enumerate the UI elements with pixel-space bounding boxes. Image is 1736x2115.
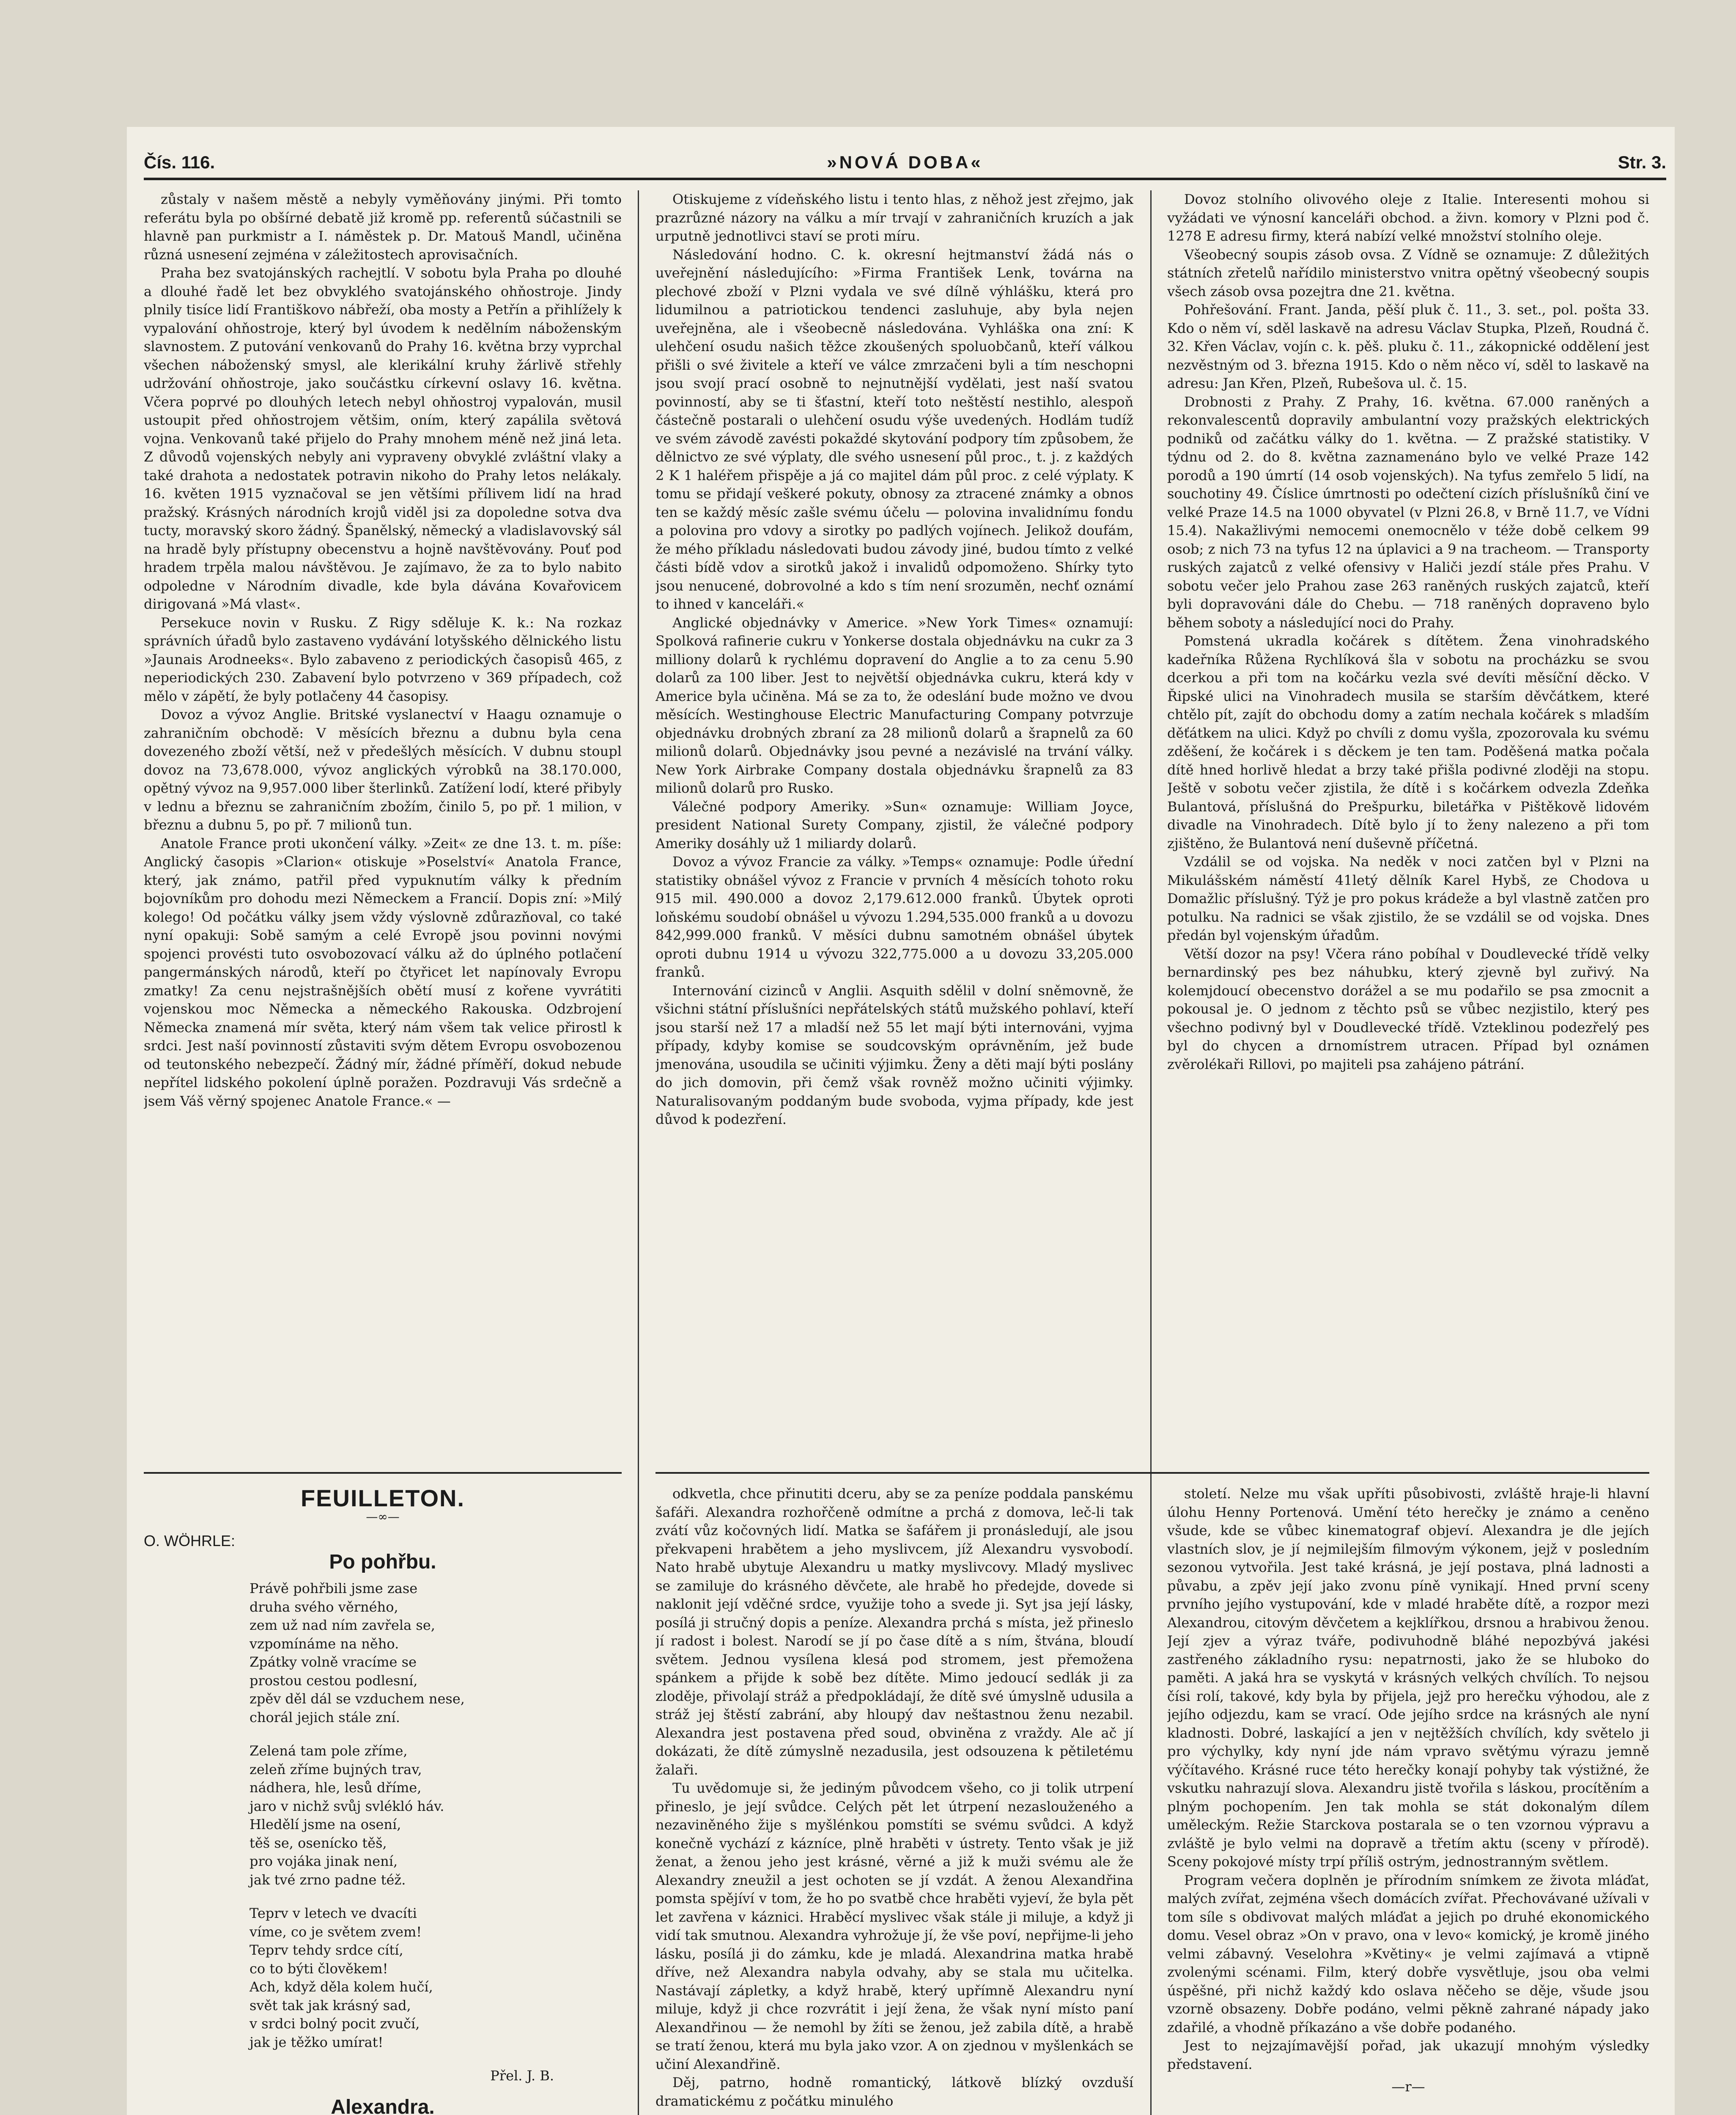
poem-line: jak tvé zrno padne též. — [250, 1871, 406, 1888]
newspaper-title: »NOVÁ DOBA« — [827, 152, 983, 172]
poem-line: chorál jejich stále zní. — [250, 1709, 400, 1725]
story-paragraph: Děj, patrno, hodně romantický, látkově blízký ovzduší dramatickému z počátku minulého — [655, 2074, 1133, 2109]
article-paragraph: Internování cizinců v Anglii. Asquith sdělil v dolní sněmovně, že všichni státní příslušníci nepřátelských států mužského pohlaví, kteří jsou starší než 17 a mladší než 55 let mají býti internováni, vyjma případy, kdyby komise se soudcovským oprávněním, jež bude jmenována, usoudila se učiniti výjimku. Ženy a děti mají býti poslány do jich domovin, při čemž však rovněž možno učiniti výjimky. Naturalisovaným poddaným bude svoboda, vyjma případy, kde jest důvod k podezření. — [655, 982, 1133, 1127]
article-paragraph: Větší dozor na psy! Včera ráno pobíhal v Doudlevecké třídě velky bernardinský pes bez náhubku, který zjevně byl zuřivý. Na kolemjdoucí obecenstvo dorážel a se mu podařilo se psa zmocnit a pokousal je. O jednom z těchto psů se vůbec nezjistilo, který pes všechno podivný byl v Doudlevecké třídě. Vzteklinou podezřelý pes byl do chycen a drnomístrem utracen. Případ byl oznámen zvěrolékaři Rillovi, po majiteli psa zahájeno pátrání. — [1167, 945, 1649, 1072]
translator-credit: Přel. J. B. — [490, 2068, 554, 2084]
poem-line: v srdci bolný pocit zvučí, — [250, 2016, 420, 2032]
poem-line: Hledělí jsme na osení, — [250, 1816, 401, 1832]
poem-stanza — [250, 1742, 622, 1889]
poem-line: jak je těžko umírat! — [250, 2034, 384, 2050]
feuilleton-continuation-2 — [655, 1485, 1133, 2115]
poem-line: pro vojáka jinak není, — [250, 1853, 398, 1869]
page-number: Str. 3. — [1618, 152, 1666, 172]
poem-line: nádhera, hle, lesů dříme, — [250, 1780, 422, 1796]
poem-line: zeleň zříme bujných trav, — [250, 1761, 422, 1777]
feuilleton-section — [144, 1485, 622, 2115]
article-paragraph: Vzdálil se od vojska. Na neděk v noci zatčen byl v Plzni na Mikulášském náměstí 41letý dělník Karel Hybš, ze Chodova u Domažlic příslušný. Týž je pro pokus krádeže a byl vlastně zatčen pro potulku. Na radnici se však zjistilo, že se vzdálil se od vojska. Dnes předán byl vojenským úřadům. — [1167, 854, 1649, 943]
poem — [250, 1579, 622, 2052]
poem-line: Zpátky volně vracíme se — [250, 1654, 417, 1670]
poem-line: vzpomínáme na něho. — [250, 1635, 399, 1652]
article-paragraph: Praha bez svatojánských rachejtlí. V sobotu byla Praha po dlouhé a dlouhé řadě let bez obvyklého svatojánského ohňostroje. Jindy plnily tisíce lidí Františkovo nábřeží, oba mosty a Petřín a přihlížely k vypalování ohňostroje, který byl úvodem k nedělním náboženským slavnostem. Z putování venkovanů do Prahy 16. května brzy vyprchal všechen náboženský smysl, ale klerikální kruhy žárlivě střehly udržování ohňostroje, jako součástku církevní oslavy 16. května. Včera poprvé po dlouhých letech nebyl ohňostroj vypalován, musil ustoupit před ohňostrojem většim, oním, který zapálila světová vojna. Venkovanů také přijelo do Prahy mnohem méně než jiná leta. Z důvodů vojenských nebyly ani vypraveny obvyklé zvláštní vlaky a také drahota a nedostatek potravin nikoho do Prahy letos nelákaly. 16. květen 1915 vyznačoval se jen většími přílivem lidí na hrad pražský. Krásných národních krojů viděl jsi za dopoledne sotva dva tucty, moravský skoro žádný. Španělský, německý a vladislavovský sál na hradě byly přístupny obecenstvu a hojně navštěvovány. Pouť pod hradem trpěla malou návštěvou. Je zajímavo, že za to bylo nabito odpoledne v Národním divadle, kde byla dávána Kovařovicem dirigovaná »Má vlast«. — [144, 265, 622, 612]
column-3 — [1167, 190, 1649, 1459]
story-paragraph: Tu uvědomuje si, že jediným původcem všeho, co ji tolik utrpení přineslo, je její svůdce. Celých pět let útrpení nezaslouženého a nezaviněného žije s myšlénkou pomstíti se svému svůdci. A když konečně vychází z kázníce, plně hraběti v ústrety. Tento však je již ženat, a ženou jeho jest krásné, věrné a již k muži svému ale že Alexandry zneužil a jest ochoten se jí vzdát. A ženou Alexandřina pomsta spějíví v tom, že ho po svatbě chce hraběti vyjeví, že byla pět let zavřena v káznici. Hraběcí myslivec však stále ji miluje, a když ji vidí tak smutnou. Alexandra vyhrožuje jí, že vše poví, nepřijme-li jeho lásku, posílá ji do zámku, kde je mladá. Alexandrina matka hrabě dříve, než Alexandra nabyla odvahy, aby se stala mu učitelka. Nastávají zápletky, a když hrabě, který upřímně Alexandru nyní miluje, když ji chce rozvrátit i její žena, že však nyní místo paní Alexandřinou — že nemohl by žíti se ženou, jež zabila dítě, a hrabě se tratí ženou, která mu byla jako vzor. A on zjednou v myšlenkách se učiní Alexandřině. — [655, 1780, 1133, 2072]
poem-line: Teprv tehdy srdce cítí, — [250, 1942, 403, 1958]
article-paragraph: Dovoz a vývoz Francie za války. »Temps« oznamuje: Podle úřední statistiky obnášel vývoz z Francie v prvních 4 měsících tohoto roku 915 mil. 490.000 a dovoz 2,179.612.000 franků. Úbytek oproti loňskému soudobí obnášel u vývozu 1.294,535.000 franků a u dovozu 842,999.000 franků. V měsíci dubnu samotném obnášel úbytek oproti dubnu 1914 u vývozu 322,775.000 a u dovozu 33,205.000 franků. — [655, 854, 1133, 980]
poem-line: zem už nad ním zavřela se, — [250, 1617, 435, 1633]
column-1 — [144, 190, 622, 1459]
poem-line: těš se, osenícko těš, — [250, 1835, 387, 1851]
column-divider — [1150, 190, 1152, 2115]
poem-stanza — [250, 1579, 622, 1727]
article-paragraph: Persekuce novin v Rusku. Z Rigy sděluje K. k.: Na rozkaz správních úřadů bylo zastaveno vydávání lotyšského dělnického listu »Jaunais Arodneeks«. Bylo zabaveno z periodických časopisů 465, z neperiodických 230. Zabavení bylo potvrzeno v 369 případech, což mělo v zápětí, že byly potlačeny 44 časopisy. — [144, 614, 622, 704]
article-paragraph: Všeobecný soupis zásob ovsa. Z Vídně se oznamuje: Z důležitých státních zřetelů nařídilo ministerstvo vnitra opětný všeobecný soupis všech zásob ovsa pozejtra dne 21. května. — [1167, 246, 1649, 299]
header-rule — [144, 178, 1666, 180]
poem-line: Právě pohřbili jsme zase — [250, 1580, 418, 1596]
article-paragraph: Pohřešování. Frant. Janda, pěší pluk č. 11., 3. set., pol. pošta 33. Kdo o něm ví, sděl laskavě na adresu Václav Stupka, Plzeň, Roudná č. 32. Křen Václav, vojín c. k. pěš. pluku č. 11., zákopnické oddělení jest nezvěstným od 3. března 1915. Kdo o něm něco ví, sděl to laskavě na adresu: Jan Křen, Plzeň, Rubešova ul. č. 15. — [1167, 302, 1649, 391]
poem-line: druha svého věrného, — [250, 1599, 398, 1615]
poem-title: Po pohřbu. — [329, 1550, 436, 1573]
poem-stanza — [250, 1904, 622, 2052]
poem-line: Teprv v letech ve dvacíti — [250, 1905, 417, 1921]
ornament: —∞— — [366, 1509, 400, 1524]
section-rule — [144, 1472, 622, 1474]
section-rule — [655, 1472, 1649, 1474]
poem-line: Zelená tam pole zříme, — [250, 1743, 408, 1759]
story-paragraph: odkvetla, chce přinutiti dceru, aby se za peníze poddala panskému šafáři. Alexandra rozhořčeně odmítne a prchá z domova, leč-li tak zvátí vůz kočovných lidí. Matka se šafářem ji pronásledují, ale jsou překvapeni hrabětem a jeho myslivcem, jíž Alexandru vysvobodí. Nato hrabě ubytuje Alexandru u matky myslivcovy. Mladý myslivec se zamiluje do krásného děvčete, ale hrabě ho předejde, dovede si naklonit její vděčné srdce, využije toho a svede ji. Syt jsa její lásky, posílá ji stručný dopis a peníze. Alexandra prchá s místa, jež přineslo jí radost i bolest. Narodí se jí po čase dítě a s ním, štvána, bloudí světem. Jednou vysílena klesá pod stromem, jest přemožena spánkem a přijde k sobě bez dítěte. Mimo jedoucí sedlák ji za zloděje, přivolají stráž a předpokládají, že dítě své úmyslně udusila a stráž jej štěstí zabrání, aby hloupý dav neštastnou ženu nezabil. Alexandra jest postavena před soud, obviněna z vraždy. Ale ač jí dokázati, že dítě zúmyslně nezadusila, jest odsouzena k pětiletému žalaři. — [655, 1486, 1133, 1778]
poem-line: svět tak jak krásný sad, — [250, 1997, 411, 2013]
page-header — [144, 144, 1666, 178]
article-paragraph: Otiskujeme z vídeňského listu i tento hlas, z něhož jest zřejmo, jak prazrůzné názory na válku a mír trvají v zahraničních kruzích a jak urputně jednotlivci staví se proti míru. — [655, 191, 1133, 244]
story-paragraph: Program večera doplněn je přírodním snímkem ze života mláďat, malých zvířat, zejména všech domácích zvířat. Přechovávané užívali v tom síle s obdivovat malých mláďat a jejich po druhé ekonomického domu. Vesel obraz »On v pravo, ona v levo« komický, je kromě jiného velmi zábavný. Veselohra »Květiny« je velmi zajímavá a vtipně zvolenými scénami. Film, který dobře vysvětluje, jsou oba velmi úspěšné, při nichž každý kdo oslava něčeho se děje, všude jsou vzorně obsazeny. Dobře podáno, velmi pěkně zahrané nápady jako zdařilé, a vhodně příkazáno a vše dobře podaného. — [1167, 1872, 1649, 2035]
story-title: Alexandra. — [331, 2096, 435, 2115]
poem-line: prostou cestou podlesní, — [250, 1672, 418, 1689]
article-paragraph: Dovoz stolního olivového oleje z Italie. Interesenti mohou si vyžádati ve výnosní kanceláři obchod. a živn. komory v Plzni pod č. 1278 E adresu firmy, která nabízí velké množství stolního oleje. — [1167, 191, 1649, 244]
article-paragraph: Válečné podpory Ameriky. »Sun« oznamuje: William Joyce, president National Surety Company, zjistil, že válečné podpory Ameriky dosáhly už 1 miliardy dolarů. — [655, 798, 1133, 851]
poem-line: co to býti člověkem! — [250, 1960, 388, 1977]
article-paragraph: Drobnosti z Prahy. Z Prahy, 16. května. 67.000 raněných a rekonvalescentů dopravily ambulantní vozy pražských elektrických podniků od začátku války do 1. května. — Z pražské statistiky. V týdnu od 2. do 8. května zaznamenáno bylo ve velké Praze 142 porodů a 190 úmrtí (14 osob vojenských). Na tyfus zemřelo 5 lidí, na souchotiny 49. Číslice úmrtnosti po odečtení cizích příslušníků činí ve velké Praze 14.5 na 1000 obyvatel (v Plzni 26.8, v Brně 11.7, ve Vídni 15.4). Nakažlivými nemocemi onemocnělo v téže době celkem 99 osob; z nich 73 na tyfus 12 na úplavici a 9 na tracheom. — Transporty ruských zajatců z velké ofensivy v Haliči jezdí stále přes Prahu. V sobotu večer jelo Prahou zase 263 raněných ruských zajatců, kteří byli dopravováni dále do Chebu. — 718 raněných dopraveno bylo během soboty a následující noci do Prahy. — [1167, 393, 1649, 631]
column-2 — [655, 190, 1133, 1476]
poem-author: O. WÖHRLE: — [144, 1532, 236, 1549]
column-divider — [638, 190, 639, 2115]
article-paragraph: zůstaly v našem městě a nebyly vyměňovány jinými. Při tomto referátu byla po obšírné debatě již kromě pp. referentů súčastnili se hlavně pan purkmistr a I. náměstek p. Dr. Matouš Mandl, učiněna různá usnesení zejména v záležitostech aprovisačních. — [144, 191, 622, 263]
feuilleton-heading: FEUILLETON. — [300, 1485, 465, 1511]
signature: —r— — [1391, 2079, 1425, 2095]
article-paragraph: Anglické objednávky v Americe. »New York Times« oznamují: Spolková rafinerie cukru v Yonkerse dostala objednávku na cukr za 3 milliony dolarů k rychlému dopravení do Anglie a to za cenu 5.90 dolarů za 100 liber. Jest to největší objednávka cukru, která kdy v Americe byla učiněna. Má se za to, že odeslání bude možno ve dvou měsících. Westinghouse Electric Manufacturing Company potvrzuje objednávku drobných zbraní za 28 milionů dolarů a šrapnelů za 60 milionů dolarů. Objednávky jsou pevné a nezávislé na trvání války. New York Airbrake Company dostala objednávku šrapnelů za 83 milionů dolarů pro Rusko. — [655, 614, 1133, 796]
poem-line: jaro v nichž svůj svlékló háv. — [250, 1798, 444, 1814]
poem-line: zpěv děl dál se vzduchem nese, — [250, 1691, 465, 1707]
story-paragraph: století. Nelze mu však upříti působivosti, zvláště hraje-li hlavní úlohu Henny Portenová. Umění této herečky je známo a ceněno všude, kde se vůbec kinematograf objeví. Alexandra je dle jejích vlastních slov, je jí nejmilejším filmovým výkonem, jejž v posledním sezonou vytvořila. Jest také krásná, je její postava, plná ladnosti a půvabu, a zpěv její jako zvonu píně vynikají. Hned první sceny prvního jejího vystupování, kde v mladé hraběte dítě, a rozpor mezi Alexandrou, citovým děvčetem a kejklířkou, drsnou a hrabivou ženou. Její zjev a výraz tváře, podivuhodně bláhé nepozbývá jakési zastřeného základního rysu: nepatrnosti, jako že se hluboko do paměti. A jaká hra se vyskytá v krásných velkých chvílích. To nejsou čísi rolí, takové, kdy byla by přijela, jejž pro herečku výhodou, ale z jejího odjezdu, kam se vrací. Ode jejího srdce na krásných ale nyní kladnosti. Dobré, laskající a jen v nejtěžších chvílích, kdy světelo ji pro výchylky, kdy nyní jde nám vpravo světýmu výrazu jemně výčítavého. Krásné ruce této herečky konají pohyby tak výstižné, že vskutku nahrazují slova. Alexandru jistě tvořila s láskou, procítěním a plným pochopením. Jen tak mohla se stát dokonalým dílem uměleckým. Režie Starckova postarala se o ten vzornou výpravu a zvláště je bylo velmi na dopravě a třetím aktu (sceny v přírodě). Sceny pokojové místy trpí příliš ostrým, jednostranným světlem. — [1167, 1486, 1649, 1870]
article-paragraph: Anatole France proti ukončení války. »Zeit« ze dne 13. t. m. píše: Anglický časopis »Clarion« otiskuje »Poselství« Anatola France, který, jak známo, patřil před vypuknutím války k předním bojovníkům pro dohodu mezi Německem a Francií. Dopis zní: »Milý kolego! Od počátku války jsem vždy výslovně zdůrazňoval, co také nyní opakuji: Sobě samým a celé Evropě jsou povinni novými spojenci provésti tuto osvobozovací válku až do úplného potlačení pangermánských národů, kteří po čtyřicet let napínovaly Evropu zmatky! Za cenu nejstrašnějších obětí musí z kořene vyvrátiti vojenskou moc Německa a německého Rakouska. Odzbrojení Německa znamená mír světa, který nám všem tak velice přirostl k srdci. Jest naší povinností zůstaviti svým dětem Evropu osvobozenou od teutonského nebezpečí. Žádný mír, žádné příměří, dokud nebude nepřítel lidského pokolení úplně poražen. Pozdravuji Vás srdečně a jsem Váš věrný spojenec Anatole France.« — — [144, 835, 622, 1109]
article-paragraph: Dovoz a vývoz Anglie. Britské vyslanectví v Haagu oznamuje o zahraničním obchodě: V měsících březnu a dubnu byla cena dovezeného zboží větší, než v předešlých měsících. V dubnu stoupl dovoz na 73,678.000, vývoz anglických výrobků na 38.170.000, opětný vývoz na 9,957.000 liber šterlinků. Zatížení lodí, které přibyly v lednu a březnu se zahraničním zbožím, činilo 5, po př. 1 milion, v březnu a dubnu 5, po př. 7 milionů tun. — [144, 706, 622, 833]
feuilleton-continuation-3 — [1167, 1485, 1649, 2115]
poem-line: Ach, když děla kolem hučí, — [250, 1979, 433, 1995]
article-paragraph: Pomstená ukradla kočárek s dítětem. Žena vinohradského kadeřníka Růžena Rychlíková šla v sobotu na procházku se svou dcerkou a při tom na kočárku vezla své devíti měsíční děcko. V Řipské ulici na Vinohradech musila se starším děvčátkem, které chtělo pít, zajít do obchodu domy a zatím nechala kočárek s mladším děťátkem na ulici. Když po chvíli z domu vyšla, zpozorovala ku svému zděšení, že kočárek i s děckem je ten tam. Poděšená matka počala dítě hned horlivě hledat a brzy také přišla podivné zloději na stopu. Ještě v sobotu večer zjistila, že dítě i s kočárkem odvezla Zdeňka Bulantová, příslušná do Prešpurku, biletářka v Pištěkově lidovém divadle na Vinohradech. Dítě bylo jí to ženy nalezeno a při tom zjištěno, že Bulantová není duševně příčetná. — [1167, 633, 1649, 851]
poem-line: víme, co je světem zvem! — [250, 1923, 422, 1940]
story-paragraph: Jest to nejzajímavější pořad, jak ukazují mnohým výsledky představení. — [1167, 2038, 1649, 2072]
issue-number: Čís. 116. — [144, 152, 215, 172]
article-paragraph: Následování hodno. C. k. okresní hejtmanství žádá nás o uveřejnění následujícího: »Firma František Lenk, továrna na plechové zboží v Plzni vydala ve své dílně výhlášku, která pro lidumilnou a patriotickou tendenci zasluhuje, aby byla nejen uveřejněna, ale i všeobecně následována. Vyhláška ona zní: K ulehčení osudu našich těžce zkoušených spoluobčanů, kteří válkou přišli o své živitele a kteří ve válce zmrzačeni byli a tím neschopni jsou svojí prací osobně to nejnutnější vydělati, jest naší svatou povinností, aby se ti šťastní, kteří toto neštěstí nestihlo, alespoň částečně postarali o ulehčení osudu výše uvedených. Hodlám tudíž ve svém závodě zavésti pokaždé skytování podpory tím způsobem, že dělnictvo ze své výplaty, dle svého usnesení půl proc., t. j. z každých 2 K 1 haléřem přispěje a já co majitel dám půl proc. z celé výplaty. K tomu se přidají veškeré pokuty, obnosy za ztracené známky a obnos ten se každý měsíc zašle svému účelu — polovina invalidnímu fondu a polovina pro vdovy a sirotky po padlých vojínech. Jelikož doufám, že mého příkladu následovati budou závody jiné, budou tímto z velké části bídě vdov a sirotků jakož i invalidů odpomoženo. Shírky tyto jsou nenucené, dobrovolné a kdo s tím není srozuměn, nechť oznámí to ihned v kanceláři.« — [655, 246, 1133, 612]
newspaper-page — [127, 127, 1675, 2115]
